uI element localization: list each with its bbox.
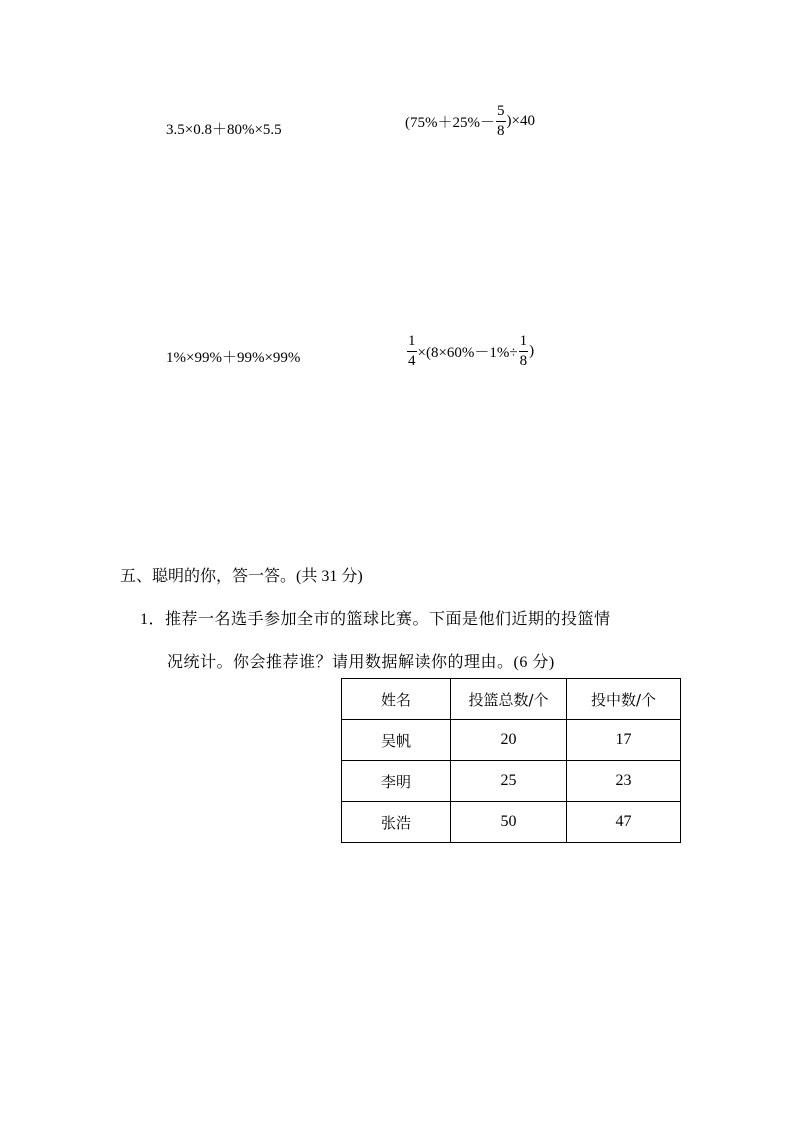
shooting-stats-table <box>341 678 681 843</box>
cell-hits: 17 <box>567 720 681 761</box>
expr4-suffix: ) <box>529 343 535 359</box>
cell-hits: 23 <box>567 761 681 802</box>
section-title-text: 五、聪明的你，答一答。 <box>120 566 297 585</box>
expr4-middle: ×(8×60%－1%÷ <box>417 345 518 361</box>
calc-expression-2 <box>405 104 535 139</box>
fraction-1-8 <box>519 334 529 369</box>
expr2-suffix: )×40 <box>506 113 535 129</box>
calc-expression-1 <box>166 118 282 139</box>
table-row <box>342 720 681 761</box>
header-total-shots: 投篮总数/个 <box>451 679 567 720</box>
fraction-numerator: 1 <box>519 334 529 352</box>
section-points: (共 31 分) <box>296 568 363 585</box>
table-header-row <box>342 679 681 720</box>
cell-total: 25 <box>451 761 567 802</box>
header-shots-made: 投中数/个 <box>567 679 681 720</box>
fraction-1-4 <box>407 334 417 369</box>
question-points: (6 分) <box>513 654 555 671</box>
question-text-line-1: 推荐一名选手参加全市的篮球比赛。下面是他们近期的投篮情 <box>165 609 611 628</box>
cell-total: 20 <box>451 720 567 761</box>
fraction-numerator: 1 <box>407 334 417 352</box>
fraction-numerator: 5 <box>496 104 506 122</box>
cell-name: 李明 <box>342 761 451 802</box>
question-1-line-1 <box>140 606 611 629</box>
section-heading <box>120 563 363 586</box>
table-row <box>342 761 681 802</box>
calc-expression-3 <box>166 346 300 367</box>
cell-hits: 47 <box>567 802 681 843</box>
fraction-denominator: 4 <box>408 353 416 369</box>
header-name: 姓名 <box>342 679 451 720</box>
expr3-text: 1%×99%＋99%×99% <box>166 350 301 366</box>
expr2-prefix: (75%＋25%－ <box>405 115 495 131</box>
question-text-line-2: 况统计。你会推荐谁？请用数据解读你的理由。 <box>167 652 514 671</box>
calc-expression-4 <box>406 334 534 369</box>
expr1-text: 3.5×0.8＋80%×5.5 <box>166 122 282 138</box>
cell-total: 50 <box>451 802 567 843</box>
question-1-line-2 <box>167 649 555 672</box>
table-row <box>342 802 681 843</box>
cell-name: 张浩 <box>342 802 451 843</box>
cell-name: 吴帆 <box>342 720 451 761</box>
question-number: 1． <box>140 611 166 628</box>
fraction-denominator: 8 <box>497 123 505 139</box>
fraction-denominator: 8 <box>519 353 528 369</box>
fraction-5-8 <box>496 104 506 139</box>
